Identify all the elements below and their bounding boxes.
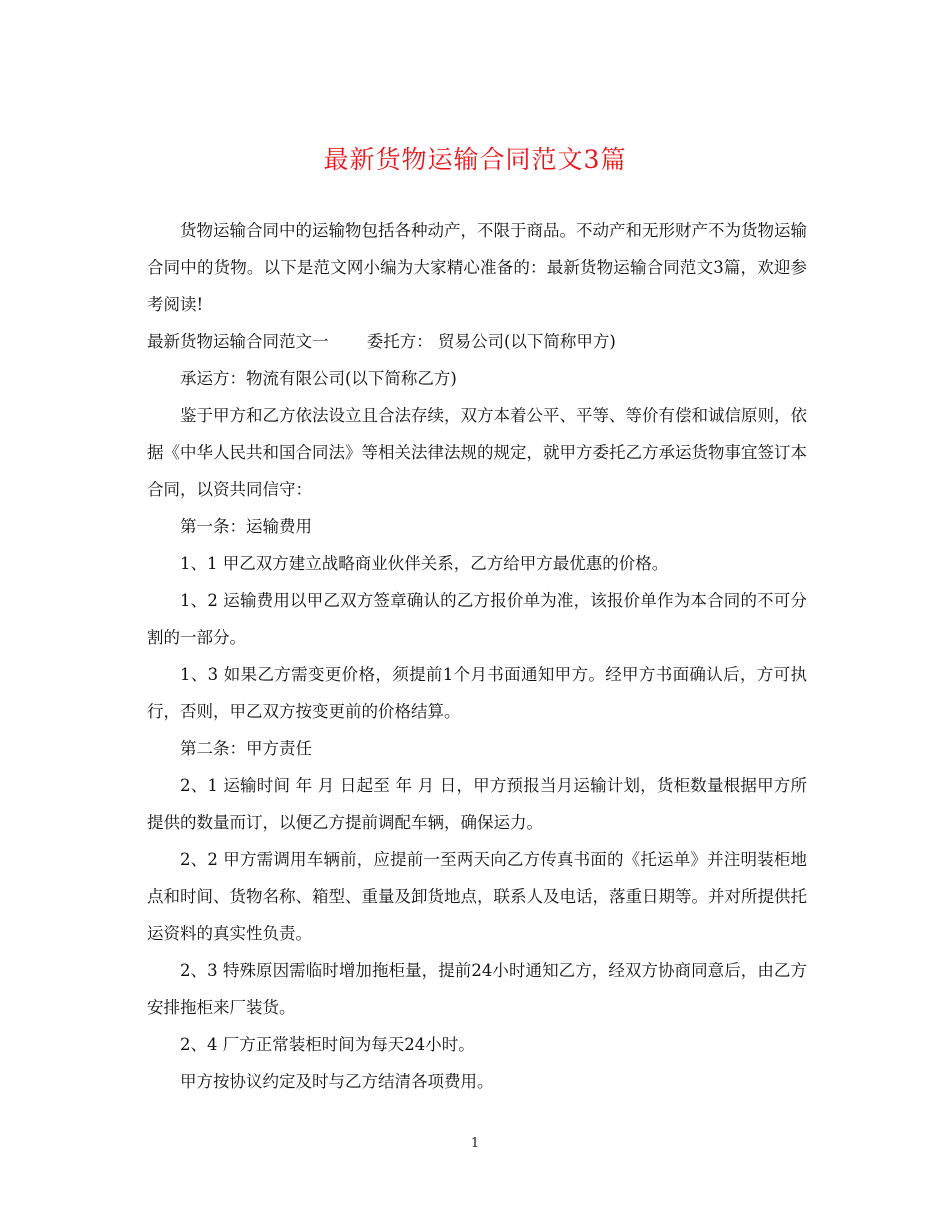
section-heading: 第二条：甲方责任 xyxy=(180,739,312,758)
paragraph: 2、1 运输时间 年 月 日起至 年 月 日，甲方预报当月运输计划，货柜数量根据甲方所提供的数量而订，以便乙方提前调配车辆，确保运力。 xyxy=(147,776,807,832)
paragraph: 2、2 甲方需调用车辆前，应提前一至两天向乙方传真书面的《托运单》并注明装柜地点和时间、货物名称、箱型、重量及卸货地点，联系人及电话，落重日期等。并对所提供托运资料的真实性负责。 xyxy=(147,850,807,943)
paragraph: 货物运输合同中的运输物包括各种动产，不限于商品。不动产和无形财产不为货物运输合同中的货物。以下是范文网小编为大家精心准备的：最新货物运输合同范文3篇，欢迎参考阅读! xyxy=(147,221,807,314)
paragraph: 鉴于甲方和乙方依法设立且合法存续，双方本着公平、平等、等价有偿和诚信原则，依据《中华人民共和国合同法》等相关法律法规的规定，就甲方委托乙方承运货物事宜签订本合同，以资共同信守： xyxy=(147,406,807,499)
page-number: 1 xyxy=(470,1136,480,1151)
paragraph: 2、3 特殊原因需临时增加拖柜量，提前24小时通知乙方，经双方协商同意后，由乙方安排拖柜来厂装货。 xyxy=(147,961,807,1017)
paragraph: 最新货物运输合同范文一 委托方： 贸易公司(以下简称甲方) xyxy=(147,332,616,351)
paragraph: 1、3 如果乙方需变更价格，须提前1个月书面通知甲方。经甲方书面确认后，方可执行，否则，甲乙双方按变更前的价格结算。 xyxy=(147,665,807,721)
paragraph: 1、1 甲乙双方建立战略商业伙伴关系，乙方给甲方最优惠的价格。 xyxy=(180,554,669,573)
paragraph: 甲方按协议约定及时与乙方结清各项费用。 xyxy=(180,1072,494,1091)
paragraph: 2、4 厂方正常装柜时间为每天24小时。 xyxy=(180,1035,475,1054)
paragraph: 1、2 运输费用以甲乙双方签章确认的乙方报价单为准，该报价单作为本合同的不可分割的一部分。 xyxy=(147,591,807,647)
document-title: 最新货物运输合同范文3篇 xyxy=(323,145,627,174)
document-body xyxy=(147,212,807,1100)
section-heading: 第一条：运输费用 xyxy=(180,517,312,536)
paragraph: 承运方：物流有限公司(以下简称乙方) xyxy=(180,369,457,388)
